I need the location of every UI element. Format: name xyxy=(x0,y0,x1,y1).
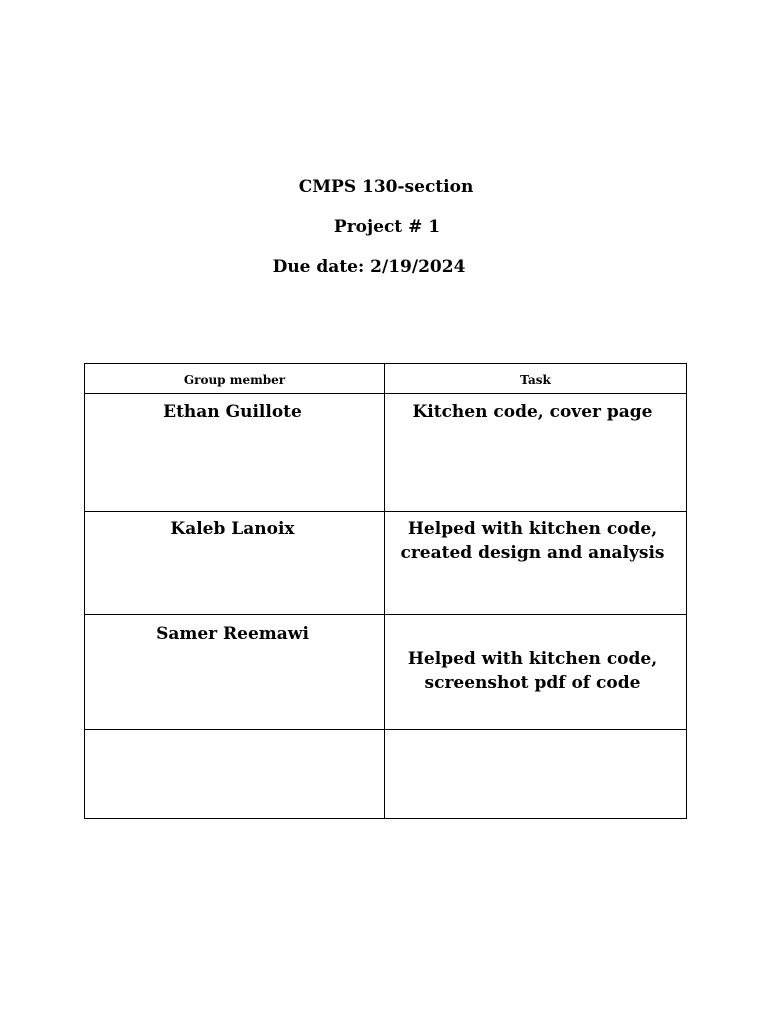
member-cell xyxy=(85,512,385,615)
due-date: Due date: 2/19/2024 xyxy=(272,257,466,277)
project-title: Project # 1 xyxy=(333,217,441,237)
member-cell xyxy=(85,730,385,819)
task-text: Kitchen code, cover page xyxy=(412,402,653,422)
task-cell xyxy=(385,512,687,615)
column-header-task: Task xyxy=(385,364,687,394)
task-cell xyxy=(385,615,687,730)
course-title: CMPS 130-section xyxy=(298,177,474,197)
member-cell xyxy=(85,394,385,512)
task-text: Helped with kitchen code, screenshot pdf of code xyxy=(407,649,658,693)
member-name: Ethan Guillote xyxy=(163,402,302,422)
member-cell xyxy=(85,615,385,730)
member-name: Kaleb Lanoix xyxy=(170,519,295,539)
task-cell xyxy=(385,730,687,819)
table-header-row xyxy=(85,364,687,394)
member-name: Samer Reemawi xyxy=(156,624,309,644)
table-row xyxy=(85,512,687,615)
column-header-group-member: Group member xyxy=(85,364,385,394)
task-cell xyxy=(385,394,687,512)
table-row xyxy=(85,394,687,512)
table-row xyxy=(85,730,687,819)
task-text: Helped with kitchen code, created design and analysis xyxy=(400,519,665,563)
task-assignment-table xyxy=(84,363,687,819)
table-row xyxy=(85,615,687,730)
